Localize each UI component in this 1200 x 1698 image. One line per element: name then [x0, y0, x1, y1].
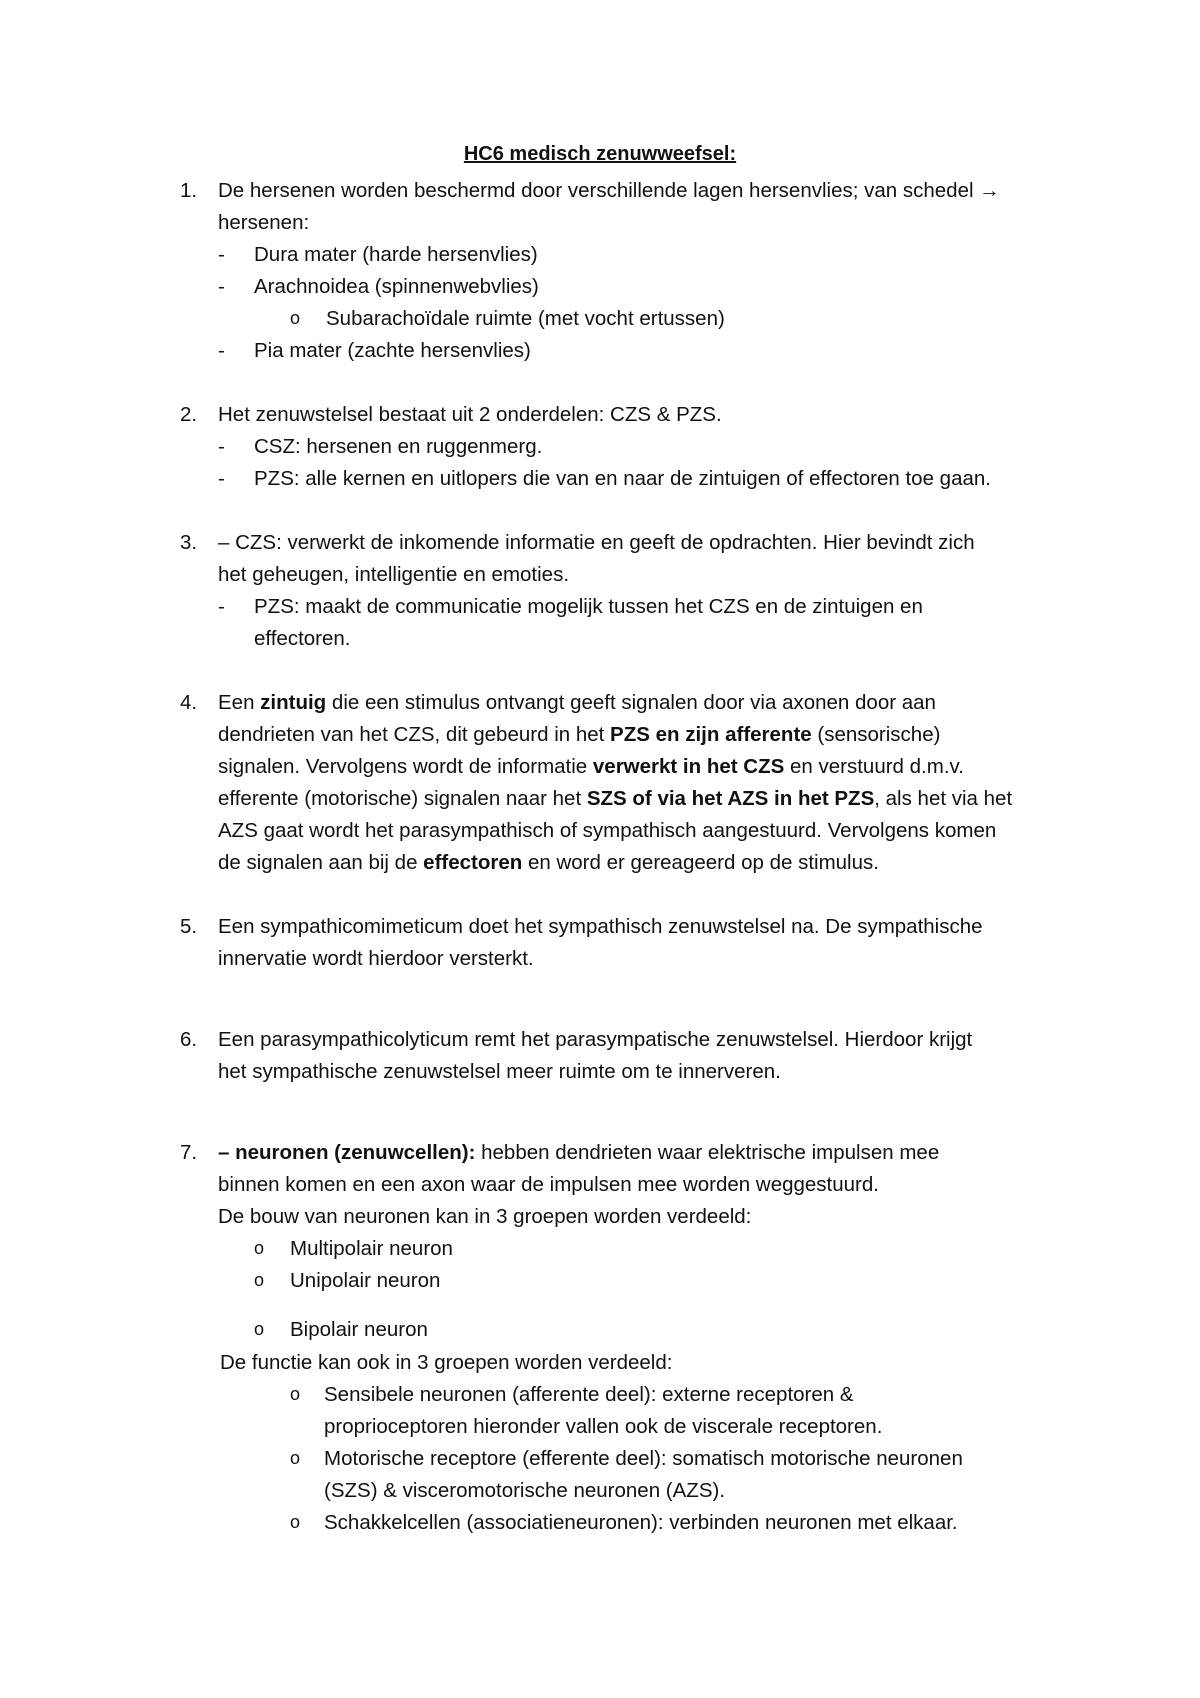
bold-term: – neuronen (zenuwcellen): [218, 1141, 476, 1164]
item-number: 7. [180, 1141, 198, 1164]
function-item-line1: Motorische receptore (efferente deel): somatisch motorische neuronen [324, 1447, 963, 1470]
s2-bullet-pzs: PZS: alle kernen en uitlopers die van en naar de zintuigen of effectoren toe gaan. [254, 467, 991, 490]
s1-line2: hersenen: [218, 211, 310, 234]
s3-line2: het geheugen, intelligentie en emoties. [218, 563, 570, 586]
s6-line1: Een parasympathicolyticum remt het parasympatische zenuwstelsel. Hierdoor krijgt [218, 1028, 973, 1051]
s4-line5: AZS gaat wordt het parasympathisch of sympathisch aangestuurd. Vervolgens komen [218, 819, 997, 842]
circle-bullet: o [290, 308, 301, 328]
s7-line1: – neuronen (zenuwcellen): hebben dendrieten waar elektrische impulsen mee [218, 1141, 940, 1164]
neuron-type-item: Bipolair neuron [290, 1318, 428, 1341]
circle-bullet: o [290, 1448, 301, 1468]
s2-bullet-csz: CSZ: hersenen en ruggenmerg. [254, 435, 543, 458]
s7-function-intro: De functie kan ook in 3 groepen worden verdeeld: [220, 1351, 673, 1374]
circle-bullet: o [254, 1238, 265, 1258]
item-number: 5. [180, 915, 198, 938]
s5-line1: Een sympathicomimeticum doet het sympathisch zenuwstelsel na. De sympathische [218, 915, 983, 938]
dash-bullet: - [218, 595, 225, 618]
s7-line2: binnen komen en een axon waar de impulsen mee worden weggestuurd. [218, 1173, 879, 1196]
s6-line2: het sympathische zenuwstelsel meer ruimte om te innerveren. [218, 1060, 781, 1083]
bold-term: PZS en zijn afferente [610, 723, 812, 746]
s1-bullet-arachnoidea: Arachnoidea (spinnenwebvlies) [254, 275, 539, 298]
function-item-line2: proprioceptoren hieronder vallen ook de viscerale receptoren. [324, 1415, 883, 1438]
dash-bullet: - [218, 467, 225, 490]
circle-bullet: o [290, 1384, 301, 1404]
s1-bullet-dura: Dura mater (harde hersenvlies) [254, 243, 538, 266]
item-number: 3. [180, 531, 198, 554]
dash-bullet: - [218, 275, 225, 298]
circle-bullet: o [290, 1512, 301, 1532]
bold-term: verwerkt in het CZS [592, 755, 785, 778]
s2-line1: Het zenuwstelsel bestaat uit 2 onderdelen: CZS & PZS. [218, 403, 722, 426]
bold-term: SZS of via het AZS in het PZS [586, 787, 875, 810]
s4-line3: signalen. Vervolgens wordt de informatie verwerkt in het CZS en verstuurd d.m.v. [218, 755, 964, 778]
function-item-line1: Sensibele neuronen (afferente deel): externe receptoren & [324, 1383, 854, 1406]
circle-bullet: o [254, 1319, 265, 1339]
s5-line2: innervatie wordt hierdoor versterkt. [218, 947, 534, 970]
function-item-line2: (SZS) & visceromotorische neuronen (AZS). [324, 1479, 726, 1502]
item-number: 6. [180, 1028, 198, 1051]
item-number: 2. [180, 403, 198, 426]
item-number: 1. [180, 179, 198, 202]
s3-line1: – CZS: verwerkt de inkomende informatie en geeft de opdrachten. Hier bevindt zich [218, 531, 975, 554]
circle-bullet: o [254, 1270, 265, 1290]
s1-sub-bullet: Subarachoïdale ruimte (met vocht ertussen) [326, 307, 725, 330]
s3-bullet-line2: effectoren. [254, 627, 351, 650]
s4-line4: efferente (motorische) signalen naar het SZS of via het AZS in het PZS, als het via het [218, 787, 1013, 810]
neuron-type-item: Unipolair neuron [290, 1269, 441, 1292]
function-item: Schakkelcellen (associatieneuronen): verbinden neuronen met elkaar. [324, 1511, 958, 1534]
s4-line2: dendrieten van het CZS, dit gebeurd in het PZS en zijn afferente (sensorische) [218, 723, 941, 746]
bold-term: effectoren [423, 851, 523, 874]
page-title: HC6 medisch zenuwweefsel: [463, 143, 737, 165]
dash-bullet: - [218, 339, 225, 362]
s1-bullet-pia: Pia mater (zachte hersenvlies) [254, 339, 531, 362]
dash-bullet: - [218, 435, 225, 458]
dash-bullet: - [218, 243, 225, 266]
s1-line1: De hersenen worden beschermd door verschillende lagen hersenvlies; van schedel → [218, 179, 1000, 202]
s4-line1: Een zintuig die een stimulus ontvangt geeft signalen door via axonen door aan [218, 691, 936, 714]
item-number: 4. [180, 691, 198, 714]
neuron-type-item: Multipolair neuron [290, 1237, 453, 1260]
s3-bullet-line1: PZS: maakt de communicatie mogelijk tussen het CZS en de zintuigen en [254, 595, 923, 618]
bold-term: zintuig [260, 691, 327, 714]
s7-line3: De bouw van neuronen kan in 3 groepen worden verdeeld: [218, 1205, 752, 1228]
s4-line6: de signalen aan bij de effectoren en word er gereageerd op de stimulus. [218, 851, 879, 874]
